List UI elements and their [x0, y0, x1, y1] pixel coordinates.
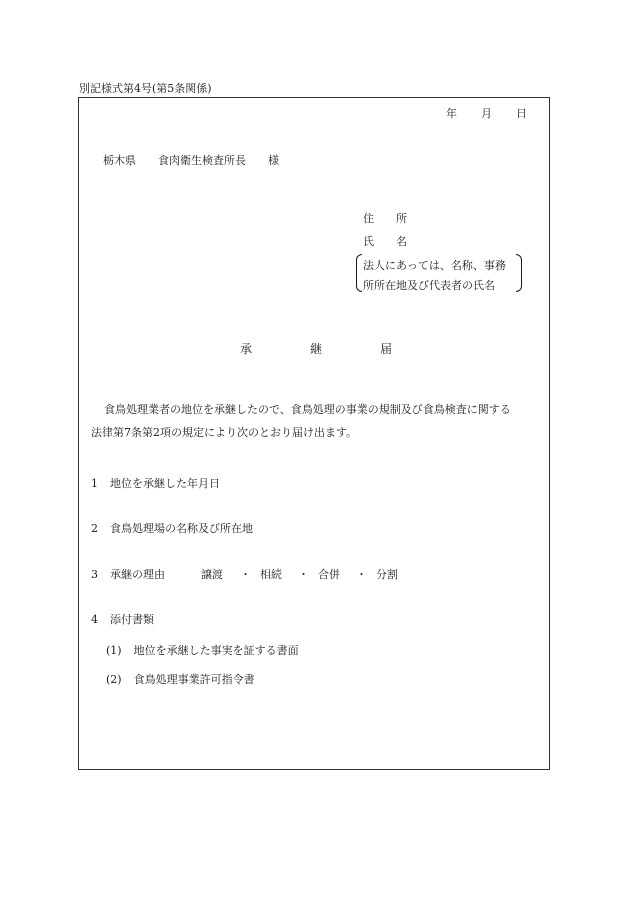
item-3 — [91, 566, 165, 582]
item-1 — [91, 475, 220, 491]
attachment-2 — [106, 671, 255, 687]
addressee-prefecture: 栃木県 — [103, 154, 136, 167]
form-label: 別記様式第4号(第5条関係) — [79, 82, 212, 95]
reason-separator-3: ・ — [356, 568, 367, 581]
left-bracket — [356, 254, 362, 292]
right-bracket — [516, 254, 522, 292]
body-line-2: 法律第7条第2項の規定により次のとおり届け出ます。 — [91, 426, 358, 439]
title-char-2: 継 — [310, 342, 323, 356]
item-2-number: 2 — [91, 522, 98, 535]
reason-separator-2: ・ — [298, 568, 309, 581]
attachment-1-text: 地位を承継した事実を証する書面 — [133, 644, 299, 657]
applicant-address-label: 住 所 — [363, 212, 407, 225]
item-3-number: 3 — [91, 568, 98, 581]
reason-separator-1: ・ — [240, 568, 251, 581]
date-line — [446, 105, 527, 121]
corporate-note-line1: 法人にあっては、名称、事務 — [363, 259, 506, 272]
corporate-note-line2: 所所在地及び代表者の氏名 — [363, 279, 495, 292]
reason-transfer: 譲渡 — [201, 568, 223, 581]
item-2-text: 食鳥処理場の名称及び所在地 — [110, 522, 253, 535]
reason-merger: 合併 — [318, 568, 340, 581]
item-4-text: 添付書類 — [110, 613, 154, 626]
attachment-1-number: (1) — [106, 644, 122, 657]
addressee-honorific: 様 — [268, 154, 279, 167]
date-month: 月 — [481, 107, 492, 120]
item-4-number: 4 — [91, 613, 98, 626]
addressee — [103, 152, 279, 168]
attachment-2-number: (2) — [106, 673, 122, 686]
item-1-number: 1 — [91, 477, 98, 490]
reason-inheritance: 相続 — [260, 568, 282, 581]
item-2 — [91, 520, 253, 536]
date-year: 年 — [446, 107, 457, 120]
item-1-text: 地位を承継した年月日 — [110, 477, 220, 490]
addressee-office: 食肉衛生検査所長 — [158, 154, 246, 167]
attachment-2-text: 食鳥処理事業許可指令書 — [133, 673, 255, 686]
applicant-name-label: 氏 名 — [363, 235, 407, 248]
reason-split: 分割 — [376, 568, 398, 581]
date-day: 日 — [516, 107, 527, 120]
title-char-3: 届 — [380, 342, 393, 356]
attachment-1 — [106, 642, 299, 658]
title-char-1: 承 — [240, 342, 253, 356]
item-3-text: 承継の理由 — [110, 568, 165, 581]
body-line-1: 食鳥処理業者の地位を承継したので、食鳥処理の事業の規制及び食鳥検査に関する — [104, 403, 511, 416]
item-4 — [91, 611, 154, 627]
